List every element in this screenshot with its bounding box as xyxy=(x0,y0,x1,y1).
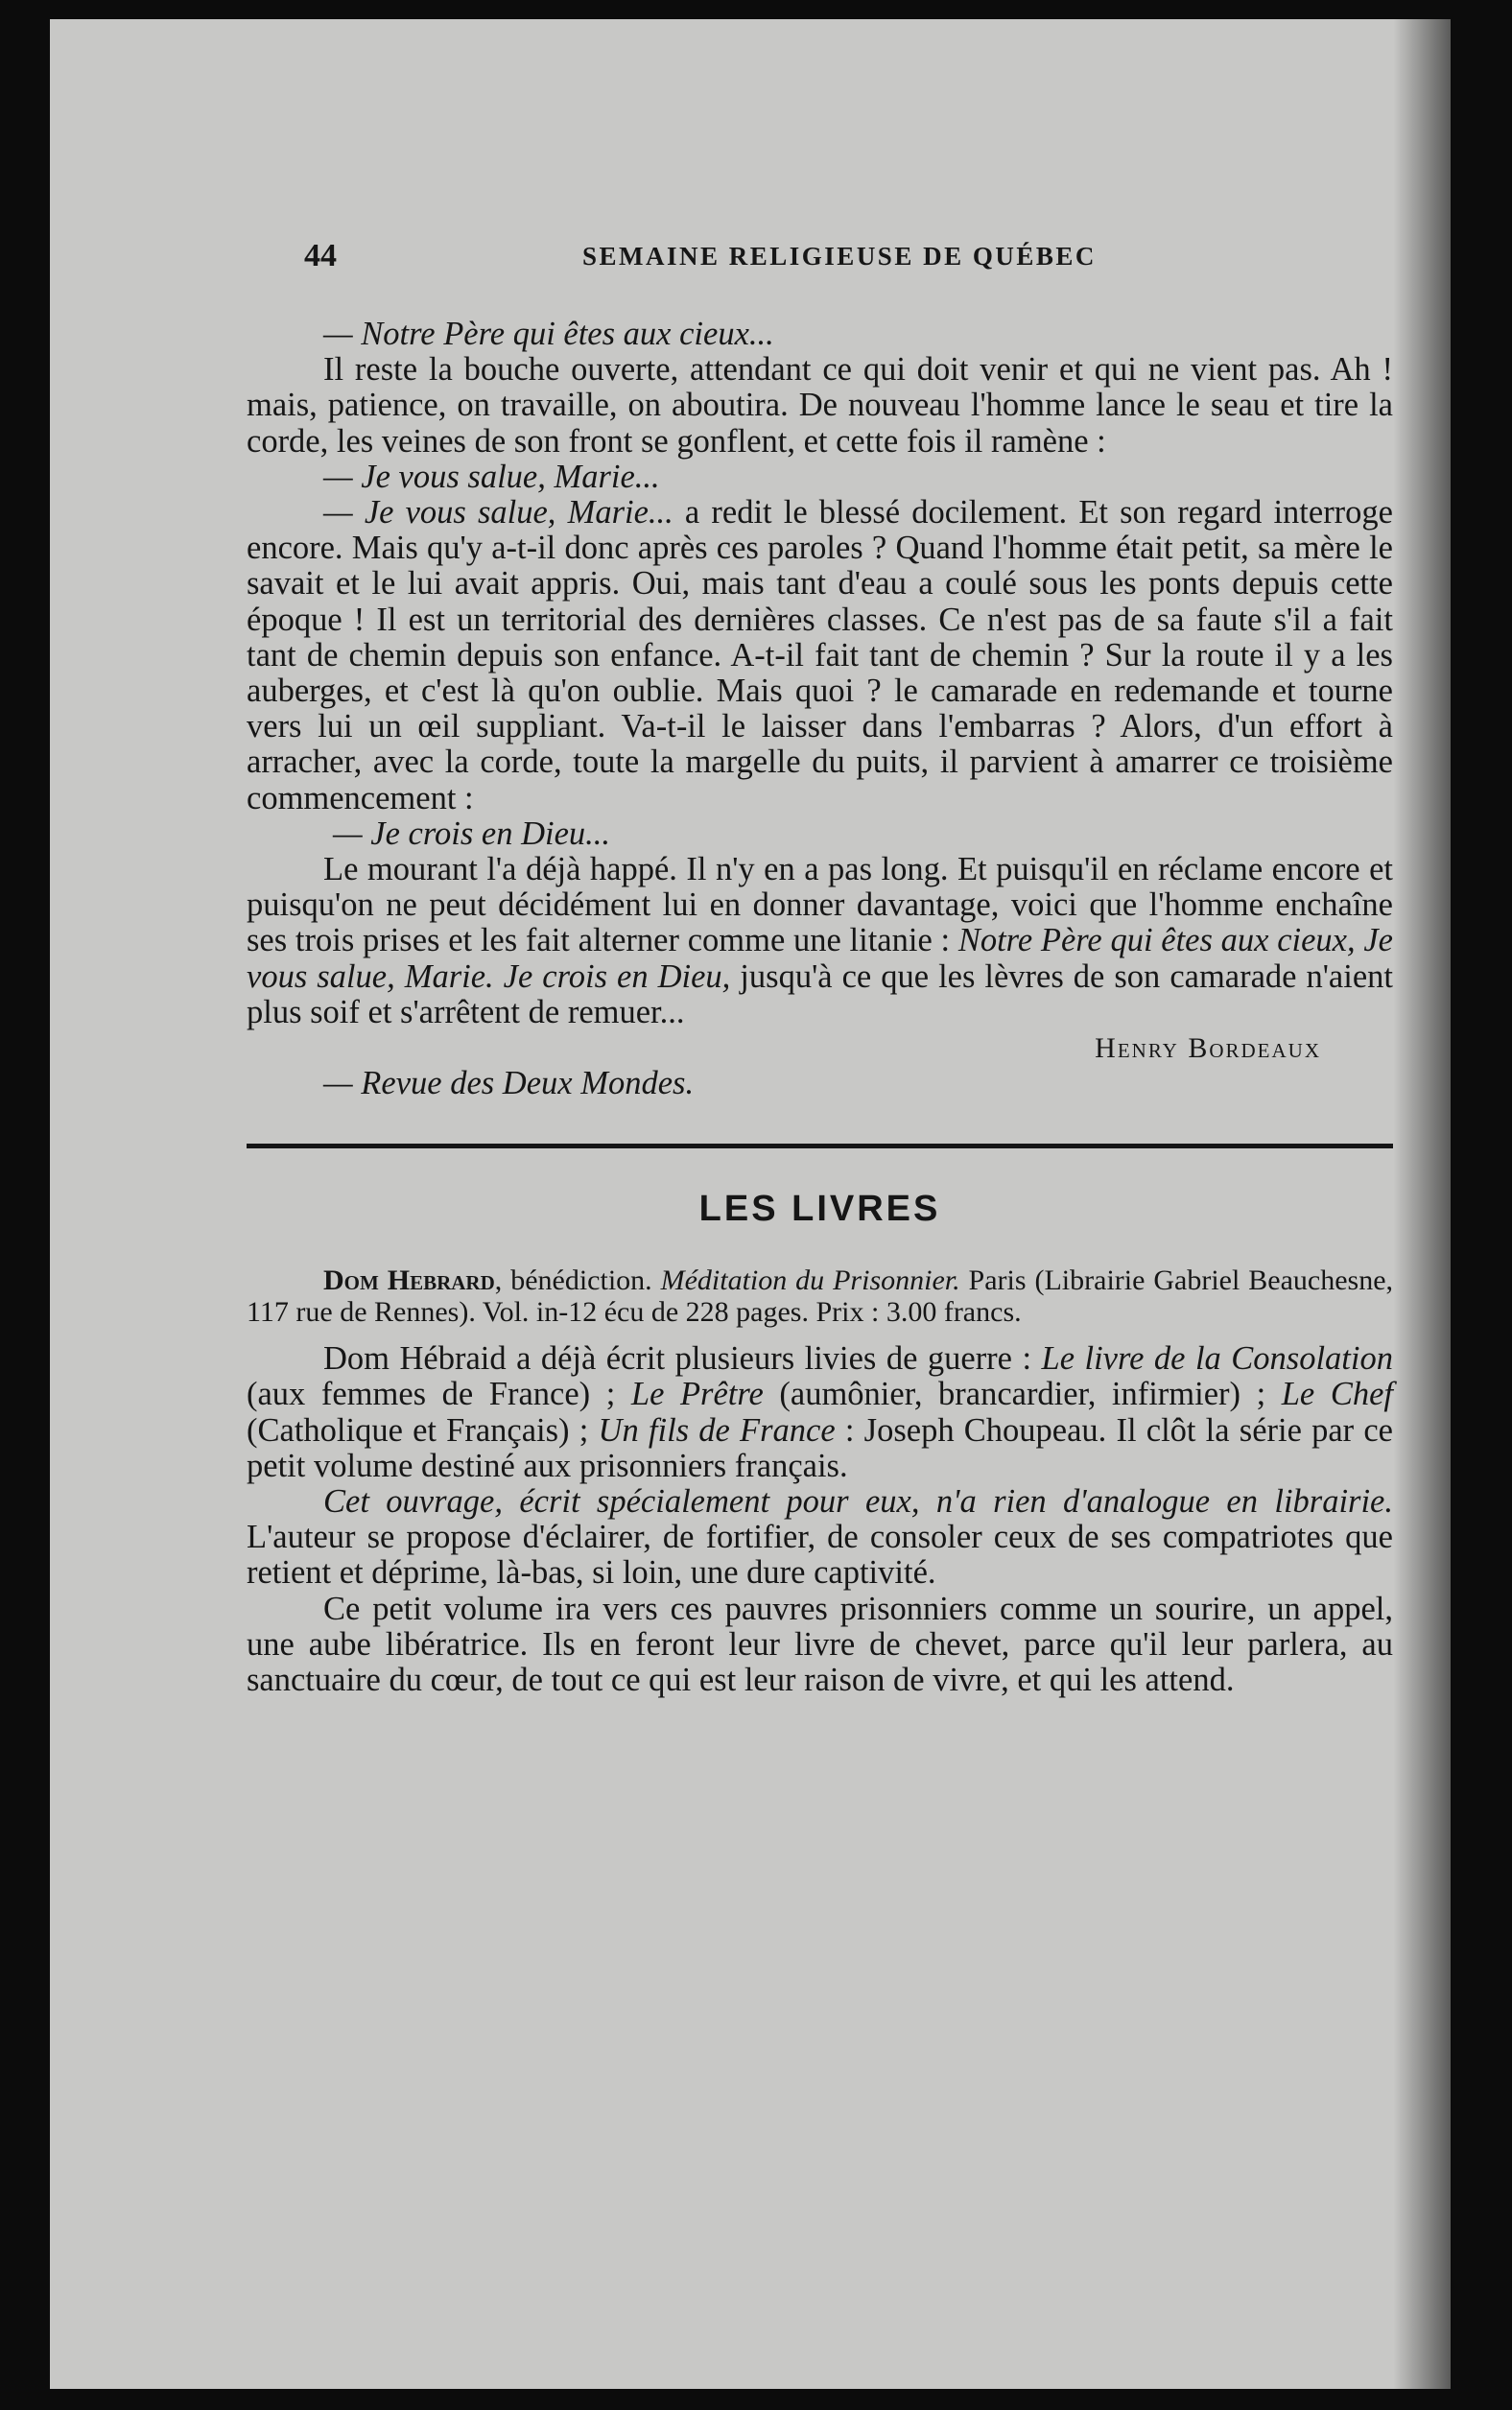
prayer-line-2: — Je vous salue, Marie... xyxy=(323,458,660,495)
book-entry-b: Paris (Librairie Gabriel Beauchesne, 117 rue de Rennes). Vol. in-12 écu de 228 pages. Prix : 3.00 francs. xyxy=(247,1264,1394,1329)
paragraph-repeat-text: a redit le blessé docilement. Et son regard interroge encore. Mais qu'y a-t-il donc après ces paroles ? Quand l'homme était petit, sa mère le savait et le lui avait appris. Oui, mais tant d'eau a coulé sous les ponts depuis cette époque ! Il est un territorial des dernières classes. Ce n'est pas de sa faute s'il a fait tant de chemin depuis son enfance. A-t-il fait tant de chemin ? Sur la route il y a les auberges, et c'est là qu'on oublie. Mais quoi ? le camarade en redemande et tourne vers lui un œil suppliant. Va-t-il le laisser dans l'embarras ? Alors, d'un effort à arracher, avec la corde, toute la margelle du puits, il parvient à amarrer ce troisième commencement : xyxy=(247,494,1393,816)
review-paragraph-1 xyxy=(247,1341,1393,1484)
litany-text-a: Le mourant l'a déjà happé. Il n'y en a pas long. Et puisqu'il en réclame encore et puisqu'on ne peut décidément lui en donner davantage, voici que l'homme enchaîne ses trois prises et les fait alterner comme une litanie : xyxy=(247,851,1393,959)
book-author: Dom Hebrard xyxy=(323,1264,495,1297)
paragraph-well: Il reste la bouche ouverte, attendant ce qui doit venir et qui ne vient pas. Ah ! mais, patience, on travaille, on aboutira. De nouveau l'homme lance le seau et tire la corde, les veines de son front se gonflent, et cette fois il ramène : xyxy=(247,351,1393,460)
book-entry-a: , bénédiction. xyxy=(494,1264,661,1297)
review-1-title-2: Le Prêtre xyxy=(630,1376,764,1413)
body-text xyxy=(247,317,1393,1698)
source-citation: — Revue des Deux Mondes. xyxy=(323,1065,695,1102)
review-1-d: (Catholique et Français) ; xyxy=(247,1411,599,1449)
page-number: 44 xyxy=(304,238,337,273)
review-paragraph-2 xyxy=(247,1484,1393,1592)
review-2-italic: Cet ouvrage, écrit spécialement pour eux, n'a rien d'analogue en librairie. xyxy=(323,1483,1393,1521)
paragraph-repeat xyxy=(247,495,1393,816)
review-1-a: Dom Hébraid a déjà écrit plusieurs livies de guerre : xyxy=(323,1340,1042,1378)
paragraph-litany xyxy=(247,852,1393,1030)
review-1-b: (aux femmes de France) ; xyxy=(247,1376,631,1413)
prayer-line-1: — Notre Père qui êtes aux cieux... xyxy=(323,316,774,352)
prayer-line-3: — Je crois en Dieu... xyxy=(333,815,611,852)
book-title: Méditation du Prisonnier. xyxy=(660,1264,960,1297)
litany-text-b: jusqu'à ce que les lèvres de son camarade n'aient plus soif et s'arrêtent de remuer... xyxy=(247,957,1393,1030)
litany-prayers: Notre Père qui êtes aux cieux, Je vous salue, Marie. Je crois en Dieu, xyxy=(247,922,1393,995)
author-signature: Henry Bordeaux xyxy=(1095,1032,1321,1065)
section-title: LES LIVRES xyxy=(698,1189,941,1230)
prayer-quote: — Je vous salue, Marie... xyxy=(323,494,673,532)
review-1-e: : Joseph Choupeau. Il clôt la série par ce petit volume destiné aux prisonniers français. xyxy=(247,1411,1393,1484)
book-entry xyxy=(247,1264,1393,1328)
review-paragraph-3: Ce petit volume ira vers ces pauvres prisonniers comme un sourire, un appel, une aube libératrice. Ils en feront leur livre de chevet, parce qu'il leur parlera, au sanctuaire du cœur, de tout ce qui est leur raison de vivre, et qui les attend. xyxy=(247,1590,1393,1699)
running-head xyxy=(247,238,1393,276)
review-1-c: (aumônier, brancardier, infirmier) ; xyxy=(763,1376,1282,1413)
review-1-title-3: Le Chef xyxy=(1281,1376,1393,1413)
review-2-rest: L'auteur se propose d'éclairer, de fortifier, de consoler ceux de ses compatriotes que retient et déprime, là-bas, si loin, une dure captivité. xyxy=(247,1519,1393,1592)
section-divider xyxy=(247,1144,1393,1148)
running-title: SEMAINE RELIGIEUSE DE QUÉBEC xyxy=(582,242,1097,271)
review-1-title-1: Le livre de la Consolation xyxy=(1041,1340,1393,1378)
scanned-page xyxy=(50,19,1451,2389)
review-1-title-4: Un fils de France xyxy=(598,1411,836,1449)
